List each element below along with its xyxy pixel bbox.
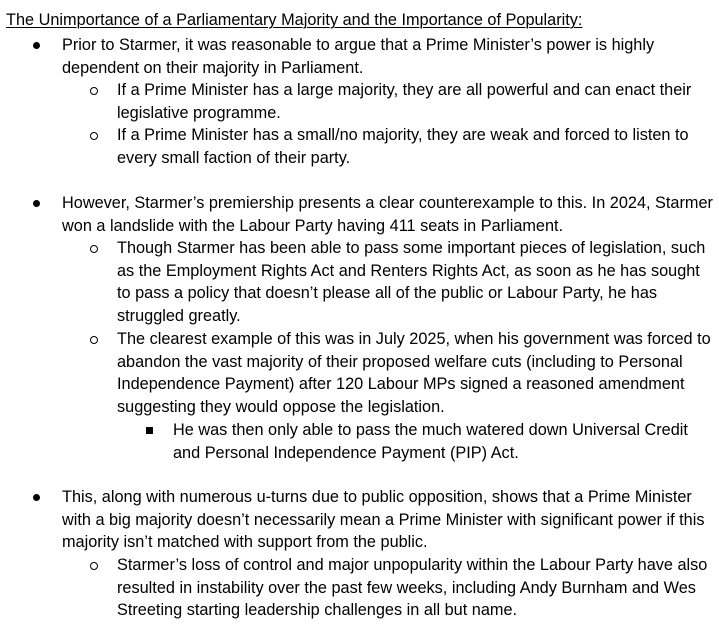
bullet-text: This, along with numerous u-turns due to public opposition, shows that a Prime Minister with a big majority doesn’t necessarily mean a Prime Minister with significant power if this majority isn’t matched with support from the public. [62,488,705,552]
bullet-item [62,34,714,79]
bullet-text: Prior to Starmer, it was reasonable to argue that a Prime Minister’s power is highly dependent on their majority in Parliament. [62,36,655,77]
section-heading: The Unimportance of a Parliamentary Majority and the Importance of Popularity: [6,11,583,29]
hollow-bullet-icon [90,245,98,253]
square-bullet-icon [146,427,153,434]
bullet-item [62,192,714,237]
filled-bullet-icon [33,494,40,501]
sub-bullet-item [117,237,714,327]
sub-bullet-item [117,554,714,622]
hollow-bullet-icon [90,132,98,140]
sub-bullet-text: Starmer’s loss of control and major unpopularity within the Labour Party have also resulted in instability over the past few weeks, including Andy Burnham and Wes Streeting starting leadership challenges in all but name. [117,556,708,620]
sub-bullet-item [117,328,714,418]
sub-sub-bullet-text: He was then only able to pass the much watered down Universal Credit and Personal Independence Payment (PIP) Act. [173,421,688,462]
sub-bullet-text: The clearest example of this was in July 2025, when his government was forced to abandon the vast majority of their proposed welfare cuts (including to Personal Independence Payment) after 120 Labour MPs signed a reasoned amendment suggesting they would oppose the legislation. [117,330,711,416]
sub-bullet-item [117,79,714,124]
sub-bullet-item [117,124,714,169]
hollow-bullet-icon [90,336,98,344]
filled-bullet-icon [33,200,40,207]
sub-bullet-text: If a Prime Minister has a small/no majority, they are weak and forced to listen to every small faction of their party. [117,126,689,167]
sub-bullet-text: If a Prime Minister has a large majority, they are all powerful and can enact their legislative programme. [117,81,692,122]
bullet-text: However, Starmer’s premiership presents a clear counterexample to this. In 2024, Starmer won a landslide with the Labour Party having 411 seats in Parliament. [62,194,713,235]
sub-sub-bullet-item [173,419,714,464]
filled-bullet-icon [33,42,40,49]
sub-bullet-text: Though Starmer has been able to pass some important pieces of legislation, such as the Employment Rights Act and Renters Rights Act, as soon as he has sought to pass a policy that doesn’t please all of the public or Labour Party, he has struggled greatly. [117,239,706,325]
hollow-bullet-icon [90,87,98,95]
hollow-bullet-icon [90,562,98,570]
bullet-item [62,486,714,554]
